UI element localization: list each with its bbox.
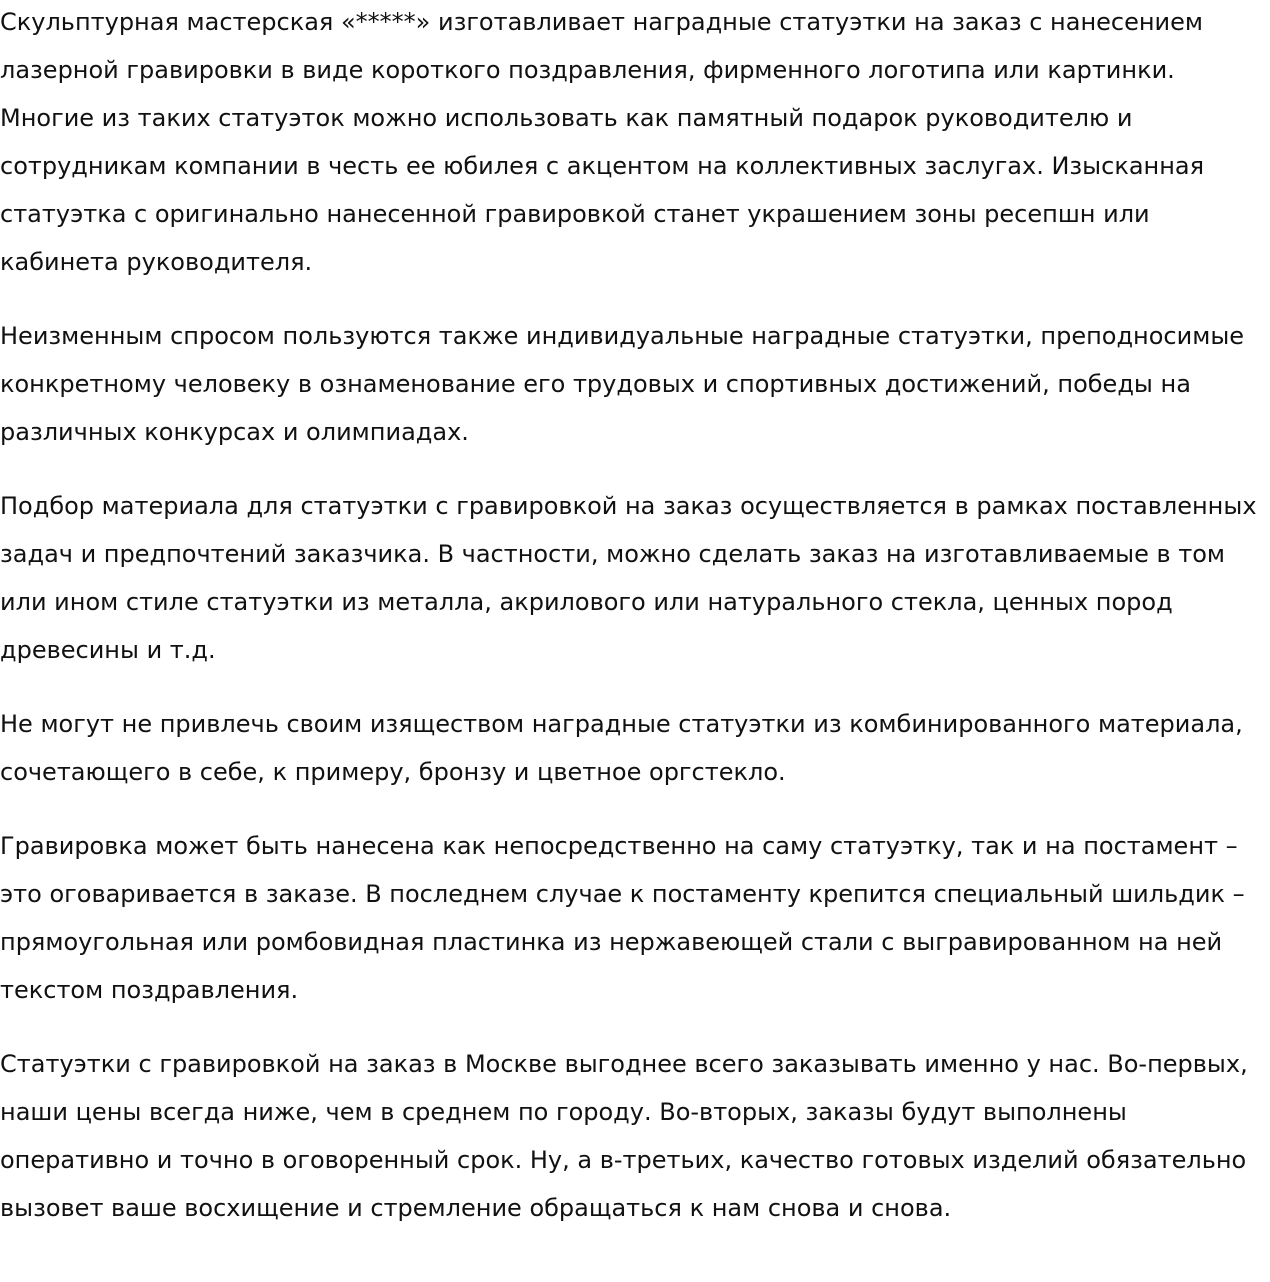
paragraph-engraving-placement: Гравировка может быть нанесена как непосредственно на саму статуэтку, так и на постамент – это оговаривается в заказе. В последнем случае к постаменту крепится специальный шильдик – прямоугольная или ромбовидная пластинка из нержавеющей стали с выгравированном на ней текстом поздравления. <box>0 832 1245 1004</box>
paragraph-intro: Скульптурная мастерская «*****» изготавливает наградные статуэтки на заказ с нанесением лазерной гравировки в виде короткого поздравления, фирменного логотипа или картинки. Многие из таких статуэток можно использовать как памятный подарок руководителю и сотрудникам компании в честь ее юбилея с акцентом на коллективных заслугах. Изысканная статуэтка с оригинально нанесенной гравировкой станет украшением зоны ресепшн или кабинета руководителя. <box>0 8 1205 276</box>
paragraph-why-us: Статуэтки с гравировкой на заказ в Москве выгоднее всего заказывать именно у нас. Во-первых, наши цены всегда ниже, чем в среднем по городу. Во-вторых, заказы будут выполнены оперативно и точно в оговоренный срок. Ну, а в-третьих, качество готовых изделий обязательно вызовет ваше восхищение и стремление обращаться к нам снова и снова. <box>0 1050 1248 1222</box>
paragraph-individual-awards: Неизменным спросом пользуются также индивидуальные наградные статуэтки, преподносимые конкретному человеку в ознаменование его трудовых и спортивных достижений, победы на различных конкурсах и олимпиадах. <box>0 322 1245 446</box>
paragraph-combined-materials: Не могут не привлечь своим изяществом наградные статуэтки из комбинированного материала, сочетающего в себе, к примеру, бронзу и цветное оргстекло. <box>0 710 1243 786</box>
paragraph-materials: Подбор материала для статуэтки с гравировкой на заказ осуществляется в рамках поставленных задач и предпочтений заказчика. В частности, можно сделать заказ на изготавливаемые в том или ином стиле статуэтки из металла, акрилового или натурального стекла, ценных пород древесины и т.д. <box>0 492 1257 664</box>
